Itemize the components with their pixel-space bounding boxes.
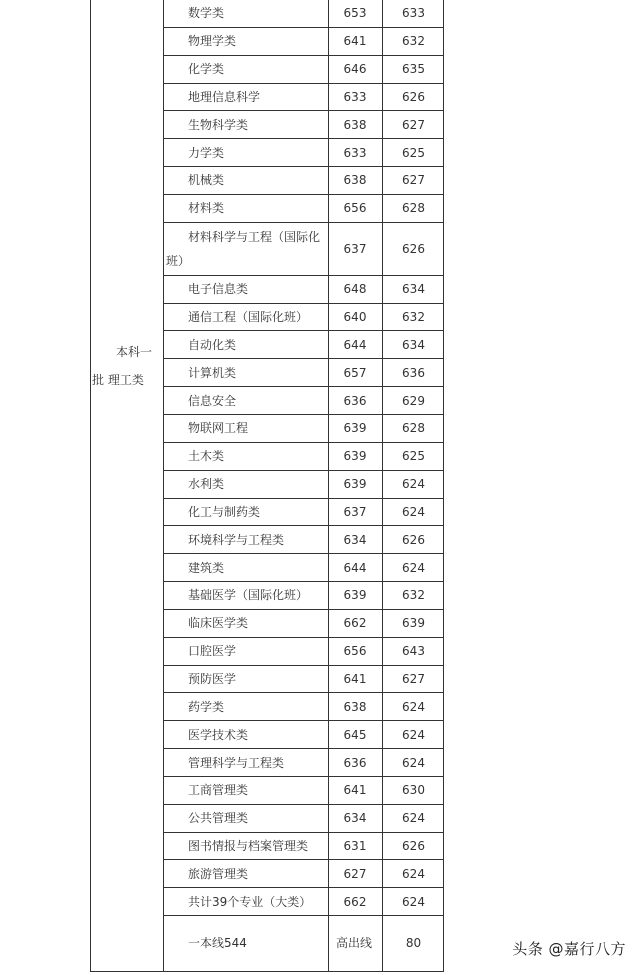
lowest-score: 624 [402,504,425,519]
table-row [164,666,444,694]
lowest-score: 639 [402,616,425,631]
table-row [164,833,444,861]
major-name: 旅游管理类 [188,866,249,881]
major-name: 图书情报与档案管理类 [188,839,309,854]
table-row [164,56,444,84]
lowest-score: 626 [402,839,425,854]
highest-score: 634 [343,532,367,547]
table-body [164,0,444,970]
lowest-score: 626 [402,532,425,547]
highest-score: 636 [343,393,367,408]
batch-category-cell: 本科一批 理工类 [92,345,153,387]
major-name: 数学类 [188,6,225,21]
highest-score: 638 [343,117,367,132]
major-name: 医学技术类 [188,727,249,742]
lowest-score: 624 [402,699,425,714]
major-name: 预防医学 [188,671,237,686]
table-row [164,471,444,499]
table-row [164,805,444,833]
highest-score: 641 [343,671,367,686]
above-line-label: 高出线 [335,936,372,951]
highest-score: 657 [343,365,367,380]
major-name: 力学类 [188,145,225,160]
major-name: 口腔医学 [188,644,237,659]
major-name: 计算机类 [188,365,237,380]
highest-score: 639 [343,449,367,464]
lowest-score: 624 [402,727,425,742]
highest-score: 633 [343,145,367,160]
major-name: 生物科学类 [188,117,249,132]
watermark: 头条 @嘉行八方 [512,940,626,958]
lowest-score: 627 [402,117,425,132]
lowest-score: 624 [402,477,425,492]
highest-score: 641 [343,783,367,798]
highest-score: 636 [343,755,367,770]
major-name: 土木类 [188,449,225,464]
lowest-score: 628 [402,201,425,216]
major-name: 环境科学与工程类 [188,532,285,547]
lowest-score: 625 [402,449,425,464]
table-row [164,693,444,721]
highest-score: 637 [343,241,367,256]
highest-score: 662 [343,616,367,631]
major-name: 水利类 [188,477,225,492]
table-row [164,499,444,527]
table-row [164,749,444,777]
major-name: 化学类 [188,62,225,77]
major-name: 化工与制药类 [188,504,261,519]
major-name: 管理科学与工程类 [188,755,285,770]
highest-score: 639 [343,421,367,436]
table-row [164,111,444,139]
major-name: 信息安全 [188,393,237,408]
highest-score: 644 [343,337,367,352]
table-row [164,28,444,56]
highest-score: 653 [343,6,367,21]
lowest-score: 624 [402,894,425,909]
major-name: 电子信息类 [188,282,249,297]
highest-score: 631 [343,839,367,854]
major-name: 共计39个专业（大类） [188,894,312,909]
major-name: 临床医学类 [188,616,249,631]
highest-score: 639 [343,588,367,603]
table-row [164,777,444,805]
table-row [164,610,444,638]
highest-score: 633 [343,89,367,104]
highest-score: 645 [343,727,367,742]
major-name: 地理信息科学 [188,89,261,104]
lowest-score: 635 [402,62,425,77]
highest-score: 639 [343,477,367,492]
table-row-footer [164,916,444,970]
highest-score: 656 [343,201,367,216]
table-row [164,860,444,888]
lowest-score: 624 [402,811,425,826]
highest-score: 638 [343,173,367,188]
major-name: 药学类 [188,699,225,714]
admission-score-table [90,0,444,972]
lowest-score: 630 [402,783,425,798]
lowest-score: 624 [402,755,425,770]
lowest-score: 643 [402,644,425,659]
highest-score: 637 [343,504,367,519]
table-row [164,721,444,749]
lowest-score: 633 [402,6,425,21]
lowest-score: 624 [402,560,425,575]
table-row [164,582,444,610]
table-row [164,167,444,195]
highest-score: 627 [343,866,367,881]
major-name: 物联网工程 [188,421,249,436]
highest-score: 648 [343,282,367,297]
major-name: 公共管理类 [188,811,249,826]
lowest-score: 632 [402,34,425,49]
highest-score: 644 [343,560,367,575]
lowest-score: 627 [402,173,425,188]
highest-score: 646 [343,62,367,77]
major-name: 材料科学与工程（国际化班） [166,229,321,268]
highest-score: 634 [343,811,367,826]
table-row [164,0,444,28]
lowest-score: 627 [402,671,425,686]
table-row [164,415,444,443]
table-row [164,554,444,582]
table-row [164,359,444,387]
cutoff-line: 一本线544 [188,936,247,951]
major-name: 基础医学（国际化班） [188,588,309,603]
table-row [164,139,444,167]
table-row [164,84,444,112]
highest-score: 641 [343,34,367,49]
major-name: 通信工程（国际化班） [188,310,309,325]
table-row [164,387,444,415]
lowest-score: 624 [402,866,425,881]
major-name: 建筑类 [188,560,225,575]
lowest-score: 632 [402,310,425,325]
major-name: 物理学类 [188,34,237,49]
lowest-score: 628 [402,421,425,436]
lowest-score: 634 [402,337,425,352]
highest-score: 640 [343,310,367,325]
highest-score: 656 [343,644,367,659]
lowest-score: 626 [402,89,425,104]
above-line-value: 80 [405,936,422,951]
major-name: 工商管理类 [188,783,249,798]
lowest-score: 629 [402,393,425,408]
highest-score: 638 [343,699,367,714]
lowest-score: 626 [402,241,425,256]
lowest-score: 632 [402,588,425,603]
table-row [164,304,444,332]
table-row [164,888,444,916]
table-row [164,276,444,304]
table-row [164,638,444,666]
table-row [164,526,444,554]
lowest-score: 636 [402,365,425,380]
major-name: 材料类 [188,201,225,216]
highest-score: 662 [343,894,367,909]
lowest-score: 625 [402,145,425,160]
major-name: 机械类 [188,173,225,188]
lowest-score: 634 [402,282,425,297]
table-row [164,195,444,223]
table-row [164,331,444,359]
table-row [164,443,444,471]
major-name: 自动化类 [188,337,237,352]
table-row [164,223,444,276]
